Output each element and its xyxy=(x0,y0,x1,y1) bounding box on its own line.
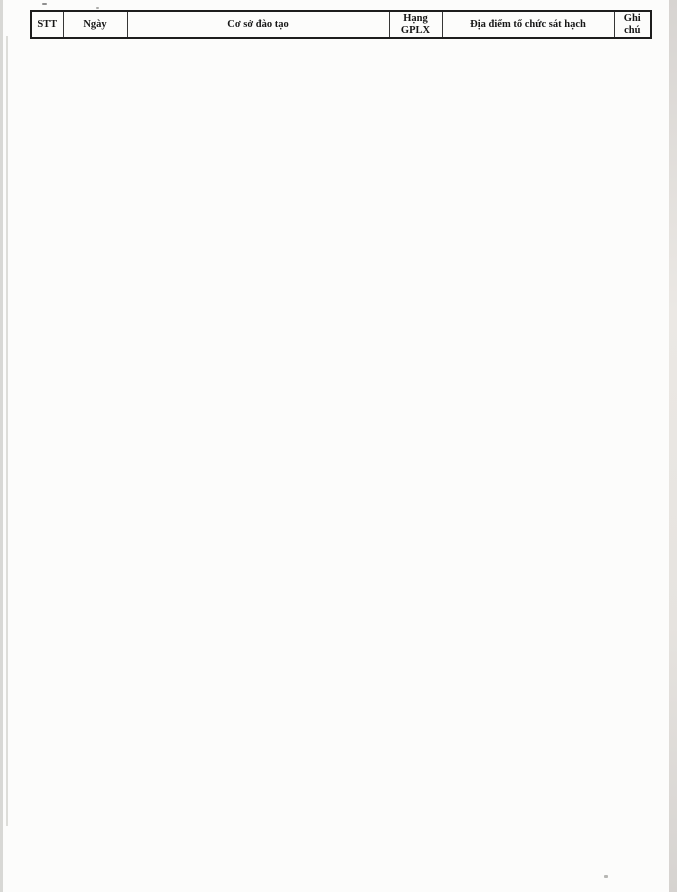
scan-artifact-left-strip xyxy=(0,0,3,892)
header-hang-gplx: Hạng GPLX xyxy=(389,11,442,38)
header-co-so-dao-tao: Cơ sở đào tạo xyxy=(127,11,389,38)
exam-schedule-table xyxy=(30,10,652,39)
table-header-row xyxy=(31,11,651,38)
scan-smudge xyxy=(96,7,99,9)
scan-smudge xyxy=(604,875,608,878)
scan-smudge xyxy=(42,3,47,5)
header-stt: STT xyxy=(31,11,63,38)
header-dia-diem: Địa điểm tổ chức sát hạch xyxy=(442,11,614,38)
header-ghi-chu: Ghi chú xyxy=(614,11,651,38)
scan-artifact-left-line xyxy=(6,36,8,826)
header-ngay: Ngày xyxy=(63,11,127,38)
scan-artifact-right-strip xyxy=(669,0,677,892)
